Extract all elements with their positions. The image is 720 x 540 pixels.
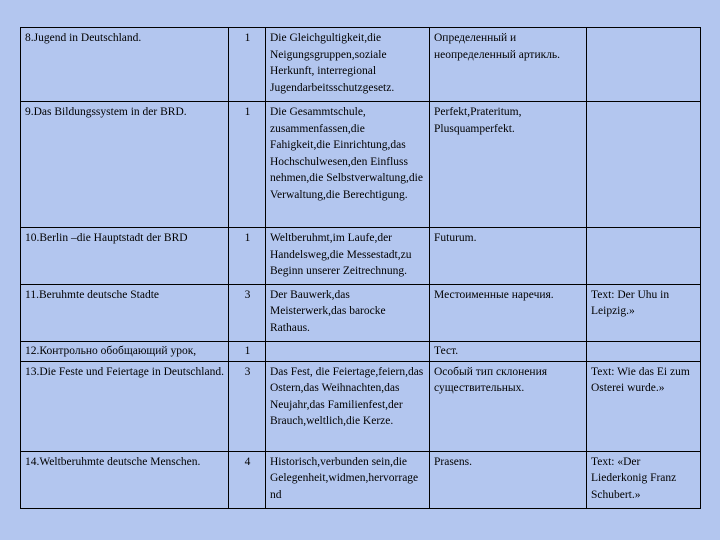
topic-cell: 12.Контрольно обобщающий урок,	[21, 341, 229, 361]
topic-cell: 11.Beruhmte deutsche Stadte	[21, 284, 229, 341]
table-row	[21, 228, 701, 285]
topic-cell: 14.Weltberuhmte deutsche Menschen.	[21, 451, 229, 508]
vocabulary-cell: Die Gesammtschule, zusammenfassen,die Fahigkeit,die Einrichtung,das Hochschulwesen,den Einfluss nehmen,die Selbstverwaltung,die Verwaltung,die Berechtigung.	[266, 102, 430, 228]
vocabulary-cell: Weltberuhmt,im Laufe,der Handelsweg,die Messestadt,zu Beginn unserer Zeitrechnung.	[266, 228, 430, 285]
text-cell	[587, 341, 701, 361]
grammar-cell: Тест.	[430, 341, 587, 361]
grammar-cell: Местоименные наречия.	[430, 284, 587, 341]
vocabulary-cell: Historisch,verbunden sein,die Gelegenheit,widmen,hervorrage nd	[266, 451, 430, 508]
text-cell	[587, 228, 701, 285]
lesson-plan-table	[20, 27, 701, 509]
table-row	[21, 451, 701, 508]
grammar-cell: Особый тип склонения существительных.	[430, 361, 587, 451]
hours-cell: 4	[229, 451, 266, 508]
text-cell	[587, 102, 701, 228]
vocabulary-cell	[266, 341, 430, 361]
table-row	[21, 28, 701, 102]
hours-cell: 3	[229, 284, 266, 341]
text-cell: Text: Wie das Ei zum Osterei wurde.»	[587, 361, 701, 451]
vocabulary-cell: Das Fest, die Feiertage,feiern,das Ostern,das Weihnachten,das Neujahr,das Familienfest,der Brauch,weltlich,die Kerze.	[266, 361, 430, 451]
hours-cell: 1	[229, 228, 266, 285]
text-cell: Text: «Der Liederkonig Franz Schubert.»	[587, 451, 701, 508]
topic-cell: 10.Berlin –die Hauptstadt der BRD	[21, 228, 229, 285]
topic-cell: 13.Die Feste und Feiertage in Deutschland.	[21, 361, 229, 451]
grammar-cell: Perfekt,Prateritum, Plusquamperfekt.	[430, 102, 587, 228]
hours-cell: 1	[229, 28, 266, 102]
text-cell	[587, 28, 701, 102]
hours-cell: 3	[229, 361, 266, 451]
vocabulary-cell: Der Bauwerk,das Meisterwerk,das barocke Rathaus.	[266, 284, 430, 341]
hours-cell: 1	[229, 341, 266, 361]
hours-cell: 1	[229, 102, 266, 228]
grammar-cell: Futurum.	[430, 228, 587, 285]
grammar-cell: Определенный и неопределенный артикль.	[430, 28, 587, 102]
grammar-cell: Prasens.	[430, 451, 587, 508]
topic-cell: 8.Jugend in Deutschland.	[21, 28, 229, 102]
table-row	[21, 341, 701, 361]
table-row	[21, 284, 701, 341]
table-row	[21, 361, 701, 451]
vocabulary-cell: Die Gleichgultigkeit,die Neigungsgruppen,soziale Herkunft, interregional Jugendarbeitsschutzgesetz.	[266, 28, 430, 102]
topic-cell: 9.Das Bildungssystem in der BRD.	[21, 102, 229, 228]
text-cell: Text: Der Uhu in Leipzig.»	[587, 284, 701, 341]
table-row	[21, 102, 701, 228]
